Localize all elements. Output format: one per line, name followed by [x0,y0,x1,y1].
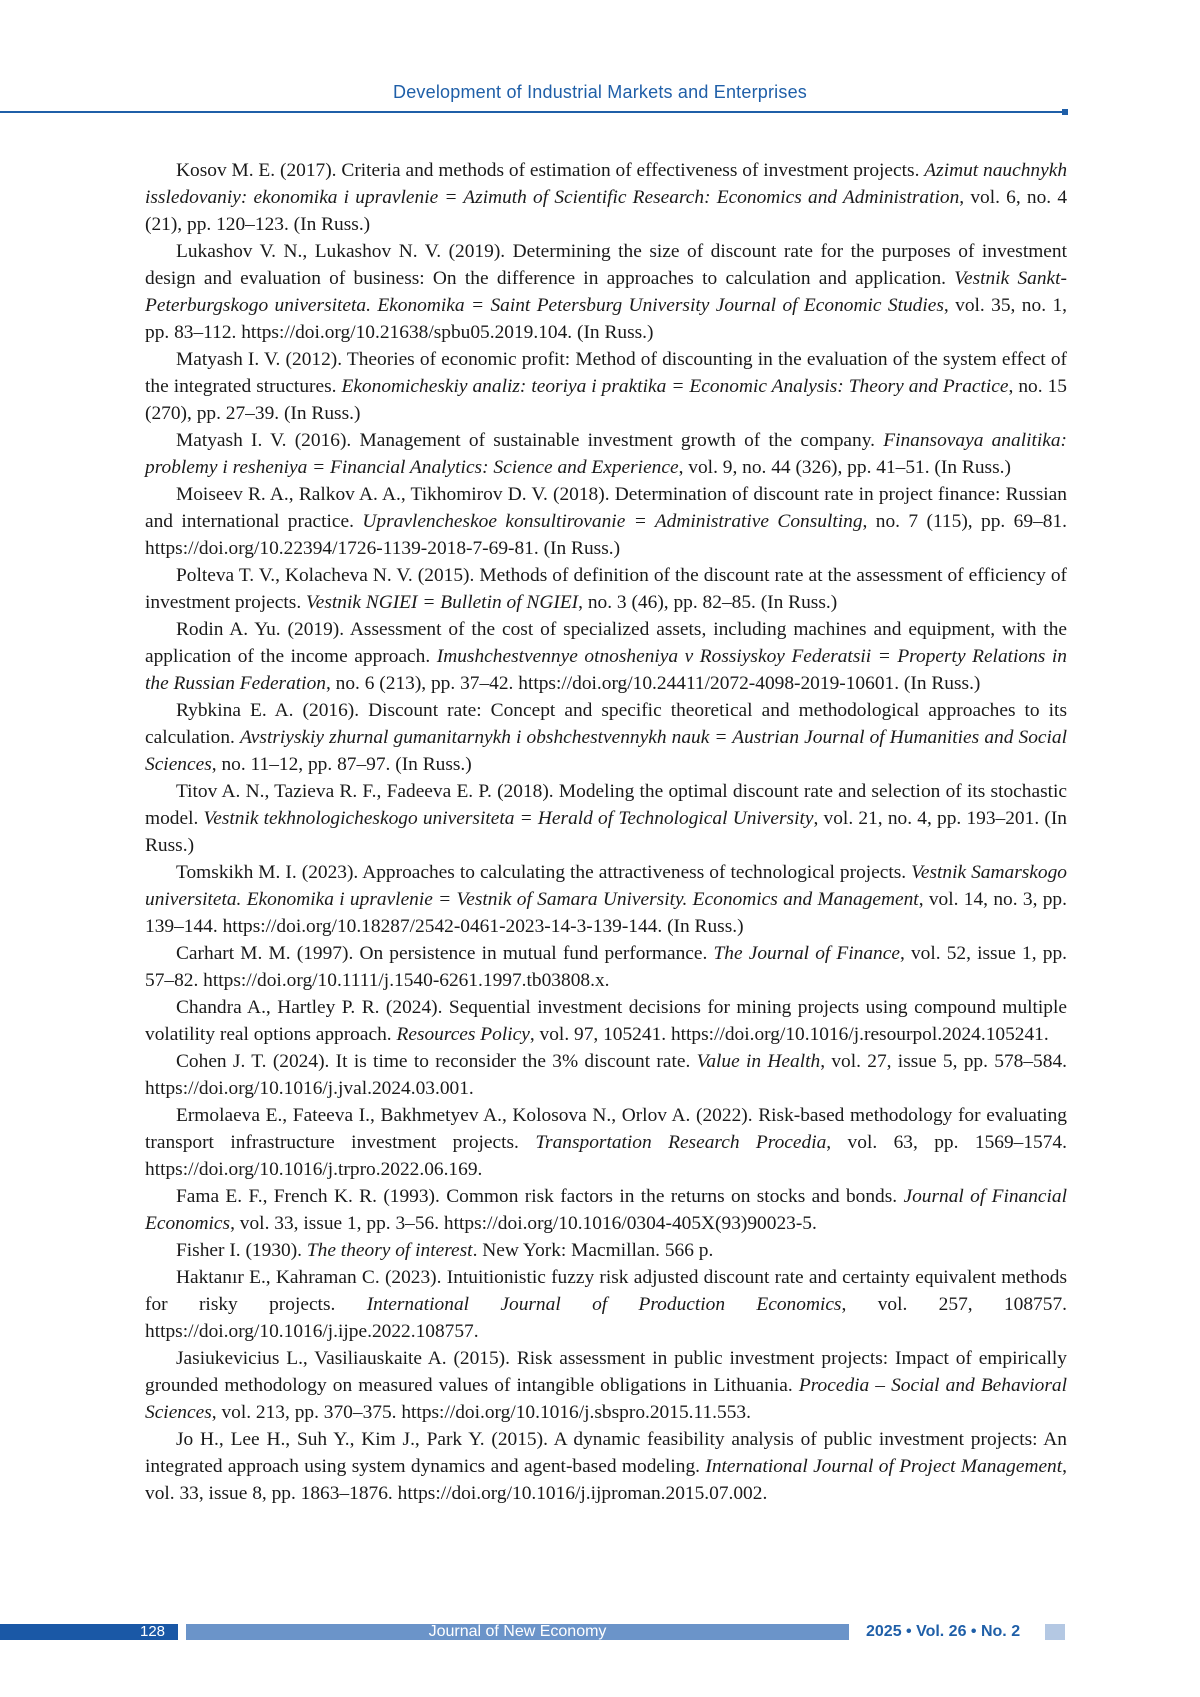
reference-entry [145,1426,1067,1507]
reference-entry [145,1102,1067,1183]
reference-text: Ermolaeva E., Fateeva I., Bakhmetyev A., Kolosova N., Orlov A. (2022). Risk-based methodology for evaluating transport infrastructure investment projects. [145,1105,1067,1153]
footer-journal-name: Journal of New Economy [186,1624,849,1640]
reference-entry [145,1345,1067,1426]
reference-text: Rybkina E. A. (2016). Discount rate: Concept and specific theoretical and methodological approaches to its calculation. [145,700,1067,748]
reference-details: , vol. 97, 105241. https://doi.org/10.1016/j.resourpol.2024.105241. [529,1024,1049,1045]
reference-text: Lukashov V. N., Lukashov N. V. (2019). Determining the size of discount rate for the purposes of investment design and evaluation of business: On the difference in approaches to calculation and application. [145,241,1067,289]
reference-journal: Azimut nauchnykh issledovaniy: ekonomika i upravlenie = Azimuth of Scientific Research: Economics and Administration [145,160,1068,208]
reference-text: Carhart M. M. (1997). On persistence in mutual fund performance. [176,943,714,964]
reference-entry [145,157,1067,238]
header-rule [0,111,1066,113]
reference-text: Rodin A. Yu. (2019). Assessment of the cost of specialized assets, including machines and equipment, with the application of the income approach. [145,619,1067,667]
reference-text: Cohen J. T. (2024). It is time to reconsider the 3% discount rate. [176,1051,697,1072]
reference-journal: Journal of Financial Economics [145,1186,1067,1234]
reference-text: Matyash I. V. (2016). Management of sustainable investment growth of the company. [176,430,884,451]
reference-journal: Vestnik tekhnologicheskogo universiteta = Herald of Technological University [203,808,814,829]
reference-entry [145,1183,1067,1237]
reference-text: Chandra A., Hartley P. R. (2024). Sequential investment decisions for mining projects using compound multiple volatility real options approach. [145,997,1067,1045]
header-rule-end-marker [1062,109,1068,115]
reference-entry [145,994,1067,1048]
reference-entry [145,616,1067,697]
reference-text: Tomskikh M. I. (2023). Approaches to calculating the attractiveness of technological projects. [176,862,912,883]
reference-details: , vol. 27, issue 5, pp. 578–584. https://doi.org/10.1016/j.jval.2024.03.001. [145,1051,1067,1099]
page-number: 128 [140,1623,166,1640]
reference-journal: Ekonomicheskiy analiz: teoriya i praktika = Economic Analysis: Theory and Practice [341,376,1009,397]
reference-journal: Imushchestvennye otnosheniya v Rossiyskoy Federatsii = Property Relations in the Russian Federation [145,646,1067,694]
reference-entry [145,238,1067,346]
reference-text: Kosov M. E. (2017). Criteria and methods of estimation of effectiveness of investment projects. [176,160,925,181]
reference-details: , no. 11–12, pp. 87–97. (In Russ.) [211,754,472,775]
reference-details: , vol. 14, no. 3, pp. 139–144. https://doi.org/10.18287/2542-0461-2023-14-3-139-144. (In Russ.) [145,889,1067,937]
reference-journal: International Journal of Production Economics [366,1294,842,1315]
reference-details: , vol. 6, no. 4 (21), pp. 120–123. (In Russ.) [145,187,1068,235]
reference-journal: Upravlencheskoe konsultirovanie = Administrative Consulting [362,511,863,532]
reference-text: Fisher I. (1930). [176,1240,307,1261]
reference-entry [145,1264,1067,1345]
reference-text: Titov A. N., Tazieva R. F., Fadeeva E. P. (2018). Modeling the optimal discount rate and selection of its stochastic model. [145,781,1067,829]
reference-journal: Finansovaya analitika: problemy i resheniya = Financial Analytics: Science and Experience [145,430,1068,478]
reference-entry [145,697,1067,778]
reference-journal: Value in Health [696,1051,821,1072]
reference-details: , vol. 257, 108757. https://doi.org/10.1016/j.ijpe.2022.108757. [145,1294,1067,1342]
reference-details: , vol. 33, issue 8, pp. 1863–1876. https://doi.org/10.1016/j.ijproman.2015.07.002. [145,1456,1068,1504]
running-head-title: Development of Industrial Markets and Enterprises [393,82,807,102]
footer-issue-info: 2025 • Vol. 26 • No. 2 [866,1623,1021,1640]
reference-journal: Procedia – Social and Behavioral Sciences [145,1375,1068,1423]
footer-end-square [1045,1624,1065,1640]
reference-entry [145,481,1067,562]
reference-details: , no. 7 (115), pp. 69–81. https://doi.org/10.22394/1726-1139-2018-7-69-81. (In Russ.) [145,511,1067,559]
reference-journal: Resources Policy [396,1024,530,1045]
reference-text: Polteva T. V., Kolacheva N. V. (2015). Methods of definition of the discount rate at the assessment of efficiency of investment projects. [145,565,1067,613]
reference-text: Jasiukevicius L., Vasiliauskaite A. (2015). Risk assessment in public investment projects: Impact of empirically grounded methodology on measured values of intangible obligations in Lithuania. [145,1348,1067,1396]
reference-entry [145,940,1067,994]
reference-journal: The theory of interest [306,1240,473,1261]
reference-entry [145,427,1067,481]
reference-text: Matyash I. V. (2012). Theories of economic profit: Method of discounting in the evaluation of the system effect of the integrated structures. [145,349,1067,397]
reference-journal: Vestnik Sankt-Peterburgskogo universiteta. Ekonomika = Saint Petersburg University Journal of Economic Studies [145,268,1067,316]
reference-details: , no. 6 (213), pp. 37–42. https://doi.org/10.24411/2072-4098-2019-10601. (In Russ.) [325,673,981,694]
page-header [0,0,1200,120]
reference-details: , vol. 35, no. 1, pp. 83–112. https://doi.org/10.21638/spbu05.2019.104. (In Russ.) [145,295,1067,343]
reference-entry [145,1048,1067,1102]
reference-details: , vol. 213, pp. 370–375. https://doi.org/10.1016/j.sbspro.2015.11.553. [211,1402,751,1423]
reference-details: , no. 15 (270), pp. 27–39. (In Russ.) [145,376,1067,424]
reference-text: Jo H., Lee H., Suh Y., Kim J., Park Y. (2015). A dynamic feasibility analysis of public investment projects: An integrated approach using system dynamics and agent-based modeling. [145,1429,1067,1477]
reference-text: Moiseev R. A., Ralkov A. A., Tikhomirov D. V. (2018). Determination of discount rate in project finance: Russian and international practice. [145,484,1067,532]
reference-journal: International Journal of Project Management [705,1456,1063,1477]
reference-journal: Avstriyskiy zhurnal gumanitarnykh i obshchestvennykh nauk = Austrian Journal of Humanities and Social Sciences [145,727,1067,775]
reference-journal: The Journal of Finance [713,943,900,964]
reference-details: , vol. 21, no. 4, pp. 193–201. (In Russ.) [145,808,1067,856]
reference-list [145,157,1067,1507]
reference-details: , vol. 9, no. 44 (326), pp. 41–51. (In Russ.) [678,457,1011,478]
reference-journal: Transportation Research Procedia [535,1132,827,1153]
reference-entry [145,778,1067,859]
reference-details: , no. 3 (46), pp. 82–85. (In Russ.) [578,592,838,613]
reference-entry [145,562,1067,616]
page-footer [0,1621,1200,1643]
reference-details: , vol. 63, pp. 1569–1574. https://doi.org/10.1016/j.trpro.2022.06.169. [145,1132,1067,1180]
reference-details: , vol. 52, issue 1, pp. 57–82. https://doi.org/10.1111/j.1540-6261.1997.tb03808.x. [145,943,1067,991]
reference-details: . New York: Macmillan. 566 p. [472,1240,714,1261]
reference-text: Fama E. F., French K. R. (1993). Common risk factors in the returns on stocks and bonds. [176,1186,904,1207]
reference-entry [145,346,1067,427]
reference-entry [145,1237,1067,1264]
reference-details: , vol. 33, issue 1, pp. 3–56. https://doi.org/10.1016/0304-405X(93)90023-5. [230,1213,817,1234]
reference-journal: Vestnik NGIEI = Bulletin of NGIEI [306,592,579,613]
reference-text: Haktanır E., Kahraman C. (2023). Intuitionistic fuzzy risk adjusted discount rate and certainty equivalent methods for risky projects. [145,1267,1067,1315]
reference-entry [145,859,1067,940]
reference-journal: Vestnik Samarskogo universiteta. Ekonomika i upravlenie = Vestnik of Samara University. Economics and Management [145,862,1067,910]
